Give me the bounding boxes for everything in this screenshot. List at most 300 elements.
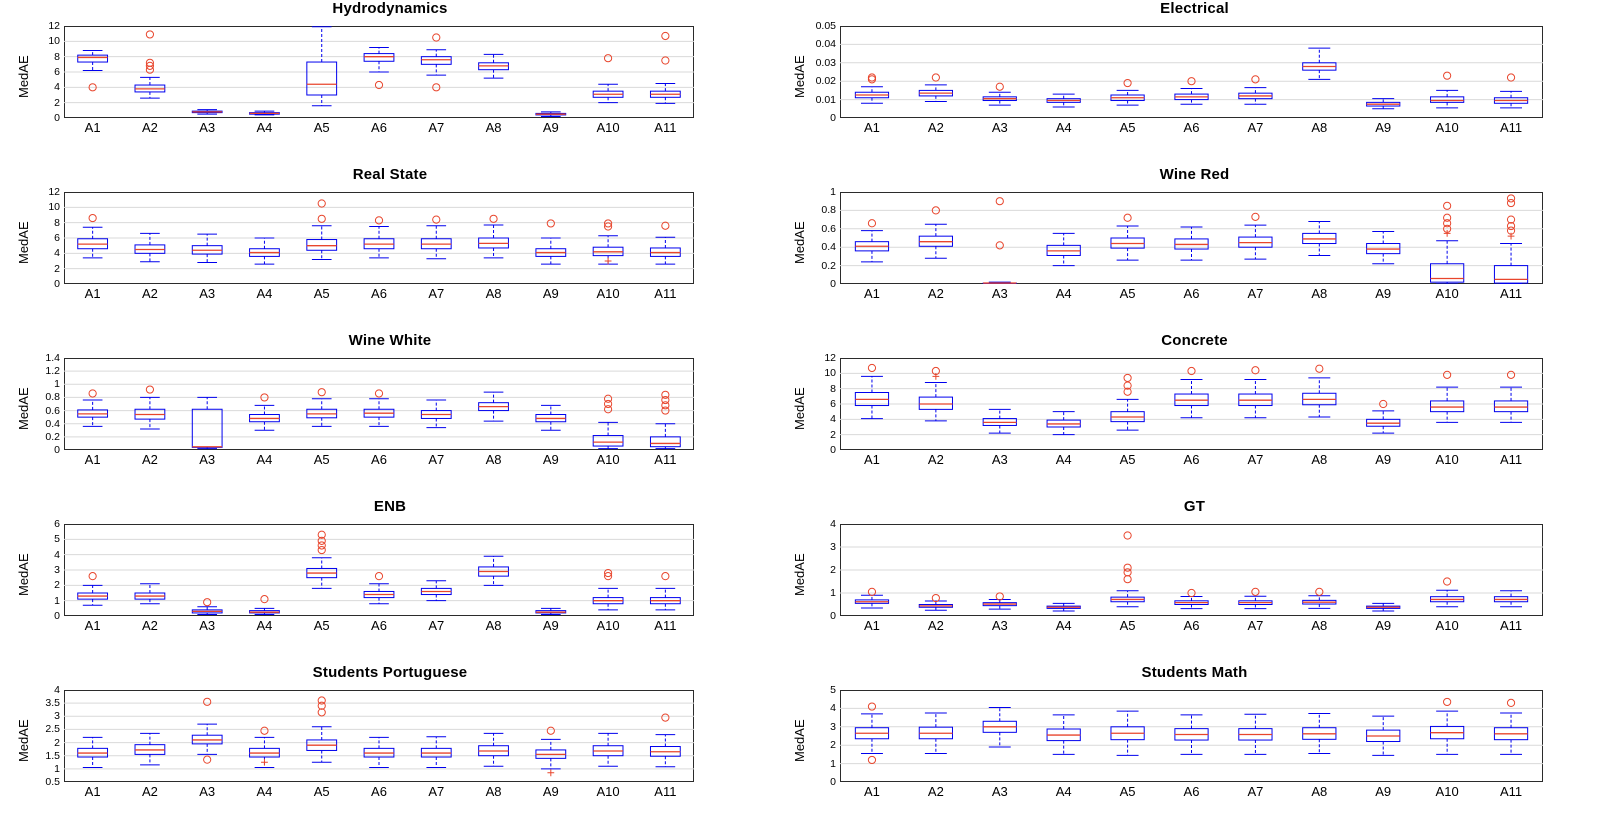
x-tick-label: A4 — [256, 618, 273, 633]
x-tick-label: A9 — [542, 286, 559, 301]
x-tick-label: A3 — [991, 784, 1008, 799]
y-tick-label: 10 — [824, 367, 836, 380]
panel-title: Students Portuguese — [312, 664, 468, 681]
box-group — [983, 707, 1016, 747]
box-group — [307, 27, 337, 106]
plot-area — [48, 20, 694, 135]
y-tick-label: 0 — [830, 278, 836, 290]
y-tick-label: 6 — [830, 398, 836, 410]
y-axis-label: MedAE — [792, 553, 807, 596]
box-group — [1047, 412, 1080, 435]
box-group — [307, 389, 337, 427]
y-tick-label: 0.4 — [821, 241, 836, 254]
box-group — [1239, 588, 1272, 608]
x-tick-label: A1 — [84, 286, 101, 301]
y-tick-label: 5 — [830, 684, 836, 696]
box-group — [593, 220, 623, 265]
x-tick-label: A10 — [1435, 784, 1459, 799]
box-group — [1431, 202, 1464, 284]
chart-panel — [0, 0, 780, 166]
x-tick-label: A3 — [991, 120, 1008, 135]
x-tick-label: A1 — [84, 784, 101, 799]
chart-panel — [780, 332, 1609, 498]
x-tick-label: A1 — [864, 618, 880, 633]
boxplot-canvas — [64, 690, 694, 782]
plot-area — [824, 352, 1543, 467]
y-tick-label: 3 — [830, 541, 836, 553]
y-tick-label: 1 — [830, 757, 836, 770]
box-group — [919, 594, 952, 610]
box-group — [1175, 715, 1208, 755]
x-tick-label: A9 — [1375, 784, 1392, 799]
x-tick-label: A9 — [1375, 452, 1392, 467]
x-tick-label: A10 — [1435, 618, 1459, 633]
box-group — [1111, 711, 1144, 755]
boxplot-canvas — [840, 26, 1543, 118]
panel-title: Wine White — [348, 332, 432, 349]
panel-title: Concrete — [1161, 332, 1228, 349]
box-group — [1239, 714, 1272, 754]
y-tick-label: 4 — [54, 548, 60, 561]
y-tick-label: 12 — [48, 20, 60, 32]
box-group — [593, 395, 623, 449]
y-axis-label: MedAE — [792, 719, 807, 762]
x-tick-label: A1 — [864, 120, 880, 135]
x-tick-label: A7 — [1247, 618, 1264, 633]
x-tick-label: A3 — [991, 618, 1008, 633]
x-tick-labels — [840, 452, 1543, 472]
box-group — [135, 733, 165, 765]
x-tick-label: A3 — [991, 286, 1008, 301]
y-tick-label: 6 — [54, 232, 60, 244]
x-tick-label: A11 — [1499, 286, 1523, 301]
box-group — [1047, 715, 1080, 755]
box-group — [593, 733, 623, 766]
x-tick-label: A10 — [596, 784, 620, 799]
y-tick-label: 0.2 — [821, 259, 836, 272]
x-tick-label: A4 — [256, 784, 273, 799]
y-axis-label: MedAE — [16, 719, 31, 762]
y-tick-label: 2 — [54, 96, 60, 109]
panel-title: Real State — [352, 166, 428, 183]
y-tick-label: 1 — [54, 594, 60, 607]
y-tick-label: 3 — [54, 564, 60, 576]
plot-area — [54, 518, 694, 633]
x-tick-label: A5 — [1119, 452, 1136, 467]
x-tick-label: A11 — [654, 120, 677, 135]
box-group — [1303, 221, 1336, 255]
boxplot-canvas — [64, 192, 694, 284]
chart-panel — [0, 332, 780, 498]
y-tick-label: 0 — [830, 444, 836, 456]
y-tick-label: 6 — [54, 518, 60, 530]
box-group — [1303, 48, 1336, 79]
y-tick-label: 4 — [830, 413, 836, 426]
x-tick-label: A6 — [1183, 452, 1200, 467]
box-group — [1175, 227, 1208, 260]
x-tick-label: A9 — [542, 784, 559, 799]
y-tick-label: 3.5 — [45, 697, 60, 710]
box-group — [479, 556, 509, 585]
plot-area — [821, 186, 1543, 301]
x-tick-labels — [840, 286, 1543, 306]
x-tick-label: A7 — [428, 784, 445, 799]
x-tick-label: A10 — [1435, 120, 1459, 135]
x-tick-label: A3 — [991, 452, 1008, 467]
panel-title: Wine Red — [1159, 166, 1230, 183]
y-tick-label: 4 — [54, 684, 60, 696]
box-group — [250, 596, 280, 615]
x-tick-label: A5 — [313, 286, 330, 301]
box-group — [1175, 367, 1208, 417]
x-tick-labels — [64, 286, 694, 306]
box-group — [1431, 371, 1464, 422]
y-tick-label: 4 — [830, 702, 836, 715]
panel-title: ENB — [373, 498, 407, 515]
y-axis-label: MedAE — [792, 221, 807, 264]
x-tick-label: A8 — [485, 452, 502, 467]
box-group — [78, 737, 108, 767]
boxplot-canvas — [840, 358, 1543, 450]
x-tick-label: A5 — [1119, 120, 1136, 135]
box-group — [78, 214, 108, 257]
y-tick-label: 12 — [48, 186, 60, 198]
chart-panel — [0, 664, 780, 830]
panel-title: Electrical — [1160, 0, 1229, 17]
panel-title: GT — [1183, 498, 1206, 515]
y-tick-label: 0.5 — [45, 776, 60, 788]
y-tick-label: 4 — [830, 518, 836, 530]
box-group — [479, 733, 509, 766]
y-tick-label: 2 — [54, 736, 60, 749]
box-group — [421, 34, 451, 91]
y-tick-label: 2 — [830, 564, 836, 576]
x-tick-label: A7 — [1247, 120, 1264, 135]
boxplot-canvas — [840, 524, 1543, 616]
box-group — [1494, 74, 1527, 108]
y-tick-label: 1 — [54, 762, 60, 775]
y-tick-label: 0.03 — [815, 56, 836, 69]
box-group — [855, 74, 888, 103]
box-group — [1239, 213, 1272, 259]
x-tick-label: A7 — [428, 120, 445, 135]
y-tick-label: 10 — [48, 35, 60, 48]
x-tick-label: A4 — [1055, 452, 1072, 467]
box-group — [650, 222, 680, 264]
box-group — [250, 111, 280, 115]
y-tick-label: 0 — [830, 610, 836, 622]
x-tick-label: A7 — [428, 452, 445, 467]
x-tick-label: A11 — [654, 618, 677, 633]
x-tick-label: A11 — [654, 784, 677, 799]
x-tick-label: A8 — [1311, 120, 1328, 135]
x-tick-labels — [840, 618, 1543, 638]
box-group — [364, 573, 394, 604]
y-tick-label: 4 — [54, 81, 60, 94]
box-group — [1303, 714, 1336, 754]
y-axis-label: MedAE — [16, 55, 31, 98]
box-group — [479, 215, 509, 258]
box-group — [919, 367, 952, 420]
x-tick-label: A4 — [1055, 784, 1072, 799]
box-group — [364, 737, 394, 767]
x-tick-label: A5 — [1119, 784, 1136, 799]
x-tick-label: A2 — [141, 286, 158, 301]
box-group — [364, 47, 394, 88]
y-axis-label: MedAE — [16, 387, 31, 430]
x-tick-labels — [840, 784, 1543, 804]
x-tick-label: A4 — [256, 120, 273, 135]
y-tick-label: 0 — [54, 610, 60, 622]
box-group — [479, 54, 509, 78]
x-tick-label: A1 — [84, 120, 101, 135]
boxplot-canvas — [64, 524, 694, 616]
x-tick-label: A6 — [1183, 120, 1200, 135]
y-tick-label: 0.02 — [815, 75, 836, 88]
box-group — [1494, 371, 1527, 422]
x-tick-label: A8 — [485, 784, 502, 799]
y-tick-label: 0.04 — [815, 38, 836, 51]
boxplot-canvas — [64, 358, 694, 450]
box-group — [250, 238, 280, 264]
x-tick-label: A11 — [1499, 784, 1523, 799]
y-tick-label: 3 — [830, 720, 836, 733]
box-group — [983, 409, 1016, 433]
box-group — [650, 714, 680, 767]
x-tick-label: A2 — [927, 452, 944, 467]
box-group — [855, 588, 888, 608]
box-group — [536, 112, 566, 117]
x-tick-label: A11 — [654, 286, 677, 301]
box-group — [421, 581, 451, 601]
x-tick-label: A6 — [371, 618, 387, 633]
box-group — [1047, 233, 1080, 265]
x-tick-label: A5 — [1119, 286, 1136, 301]
y-tick-label: 1 — [830, 186, 836, 198]
x-tick-label: A11 — [654, 452, 677, 467]
box-group — [1047, 603, 1080, 611]
y-tick-label: 8 — [830, 382, 836, 395]
x-tick-label: A3 — [199, 286, 216, 301]
x-tick-label: A8 — [485, 618, 502, 633]
panel-title: Hydrodynamics — [332, 0, 448, 17]
x-tick-label: A6 — [371, 452, 387, 467]
y-tick-label: 0 — [830, 776, 836, 788]
y-tick-label: 1.2 — [45, 365, 60, 378]
x-tick-label: A2 — [141, 618, 158, 633]
box-group — [1367, 716, 1400, 755]
y-tick-label: 0.8 — [821, 204, 836, 217]
box-group — [78, 390, 108, 426]
box-group — [364, 390, 394, 426]
x-tick-label: A4 — [1055, 120, 1072, 135]
x-tick-label: A5 — [313, 452, 330, 467]
y-tick-label: 8 — [54, 216, 60, 229]
box-group — [919, 713, 952, 753]
y-axis-label: MedAE — [16, 553, 31, 596]
x-tick-label: A10 — [1435, 452, 1459, 467]
box-group — [855, 703, 888, 764]
box-group — [1111, 374, 1144, 430]
x-tick-label: A11 — [1499, 452, 1523, 467]
x-tick-label: A5 — [313, 120, 330, 135]
plot-area — [48, 186, 694, 301]
boxplot-canvas — [840, 690, 1543, 782]
box-group — [1367, 99, 1400, 109]
box-group — [1494, 195, 1527, 284]
box-group — [983, 83, 1016, 105]
box-group — [135, 386, 165, 429]
box-group — [1431, 578, 1464, 607]
y-tick-label: 2 — [830, 428, 836, 441]
x-tick-label: A10 — [596, 120, 620, 135]
chart-panel — [780, 498, 1609, 664]
box-group — [1047, 94, 1080, 107]
boxplot-canvas — [64, 26, 694, 118]
x-tick-label: A1 — [84, 452, 101, 467]
y-tick-label: 0 — [54, 278, 60, 290]
plot-area — [45, 352, 694, 467]
y-tick-label: 1 — [54, 378, 60, 391]
box-group — [1175, 589, 1208, 608]
box-group — [855, 220, 888, 262]
y-tick-label: 0 — [830, 112, 836, 124]
chart-panel — [780, 664, 1609, 830]
x-tick-label: A4 — [1055, 618, 1072, 633]
y-tick-label: 3 — [54, 710, 60, 723]
x-tick-label: A5 — [313, 784, 330, 799]
y-tick-label: 0.01 — [815, 93, 836, 106]
x-tick-label: A3 — [199, 618, 216, 633]
box-group — [1239, 367, 1272, 418]
chart-panel — [0, 498, 780, 664]
y-tick-label: 1.4 — [45, 352, 60, 364]
chart-panel — [780, 166, 1609, 332]
y-tick-label: 0.05 — [815, 20, 836, 32]
y-tick-label: 0.2 — [45, 430, 60, 443]
x-tick-label: A6 — [371, 784, 387, 799]
x-tick-labels — [64, 120, 694, 140]
chart-panel — [0, 166, 780, 332]
x-tick-label: A8 — [485, 286, 502, 301]
chart-panel — [780, 0, 1609, 166]
panel-title: Students Math — [1141, 664, 1248, 681]
x-tick-label: A2 — [141, 120, 158, 135]
plot-area — [815, 20, 1543, 135]
x-tick-label: A2 — [927, 618, 944, 633]
box-group — [855, 364, 888, 418]
box-group — [479, 392, 509, 421]
x-tick-label: A9 — [542, 452, 559, 467]
y-tick-label: 0 — [54, 112, 60, 124]
x-tick-label: A7 — [1247, 784, 1264, 799]
x-tick-label: A7 — [428, 618, 445, 633]
plot-area — [830, 518, 1543, 633]
box-group — [192, 397, 222, 448]
x-tick-label: A9 — [1375, 618, 1392, 633]
box-group — [593, 55, 623, 103]
box-group — [919, 74, 952, 102]
box-group — [650, 391, 680, 448]
x-tick-label: A4 — [1055, 286, 1072, 301]
x-tick-label: A3 — [199, 452, 216, 467]
x-tick-label: A7 — [1247, 452, 1264, 467]
y-tick-label: 2 — [54, 262, 60, 275]
y-tick-label: 2 — [54, 579, 60, 592]
box-group — [650, 32, 680, 103]
y-axis-label: MedAE — [792, 387, 807, 430]
box-group — [1303, 588, 1336, 608]
x-tick-label: A8 — [1311, 784, 1328, 799]
x-tick-label: A8 — [1311, 452, 1328, 467]
x-tick-label: A9 — [542, 618, 559, 633]
box-group — [1367, 400, 1400, 433]
box-group — [593, 569, 623, 609]
x-tick-labels — [64, 618, 694, 638]
x-tick-label: A1 — [84, 618, 101, 633]
x-tick-label: A6 — [1183, 784, 1200, 799]
x-tick-label: A2 — [927, 286, 944, 301]
boxplot-canvas — [840, 192, 1543, 284]
x-tick-labels — [840, 120, 1543, 140]
box-group — [536, 405, 566, 430]
y-tick-label: 0.8 — [45, 391, 60, 404]
x-tick-label: A10 — [1435, 286, 1459, 301]
y-tick-label: 2 — [830, 739, 836, 752]
box-group — [1111, 79, 1144, 105]
box-group — [192, 110, 222, 115]
x-tick-label: A9 — [1375, 286, 1392, 301]
x-tick-label: A4 — [256, 452, 273, 467]
x-tick-label: A9 — [542, 120, 559, 135]
box-group — [250, 727, 280, 767]
y-tick-label: 12 — [824, 352, 836, 364]
box-group — [983, 593, 1016, 609]
y-tick-label: 0.6 — [45, 404, 60, 417]
box-group — [307, 200, 337, 260]
y-tick-label: 4 — [54, 247, 60, 260]
y-tick-label: 2.5 — [45, 723, 60, 736]
x-tick-labels — [64, 452, 694, 472]
y-tick-label: 1.5 — [45, 749, 60, 762]
y-tick-label: 8 — [54, 50, 60, 63]
x-tick-label: A2 — [141, 452, 158, 467]
box-group — [1431, 72, 1464, 108]
box-group — [1111, 214, 1144, 260]
x-tick-label: A2 — [927, 784, 944, 799]
x-tick-label: A8 — [485, 120, 502, 135]
x-tick-label: A3 — [199, 120, 216, 135]
x-tick-label: A6 — [1183, 286, 1200, 301]
x-tick-label: A11 — [1499, 120, 1523, 135]
x-tick-label: A2 — [927, 120, 944, 135]
x-tick-label: A1 — [864, 452, 880, 467]
box-group — [250, 394, 280, 430]
plot-area — [45, 684, 694, 799]
x-tick-label: A10 — [596, 286, 620, 301]
x-tick-label: A1 — [864, 286, 880, 301]
x-tick-label: A3 — [199, 784, 216, 799]
box-group — [192, 698, 222, 763]
x-tick-label: A7 — [1247, 286, 1264, 301]
x-tick-label: A7 — [428, 286, 445, 301]
box-group — [650, 573, 680, 610]
x-tick-label: A6 — [371, 286, 387, 301]
box-group — [1367, 603, 1400, 611]
box-group — [421, 737, 451, 768]
box-group — [1111, 532, 1144, 607]
box-group — [1431, 698, 1464, 754]
